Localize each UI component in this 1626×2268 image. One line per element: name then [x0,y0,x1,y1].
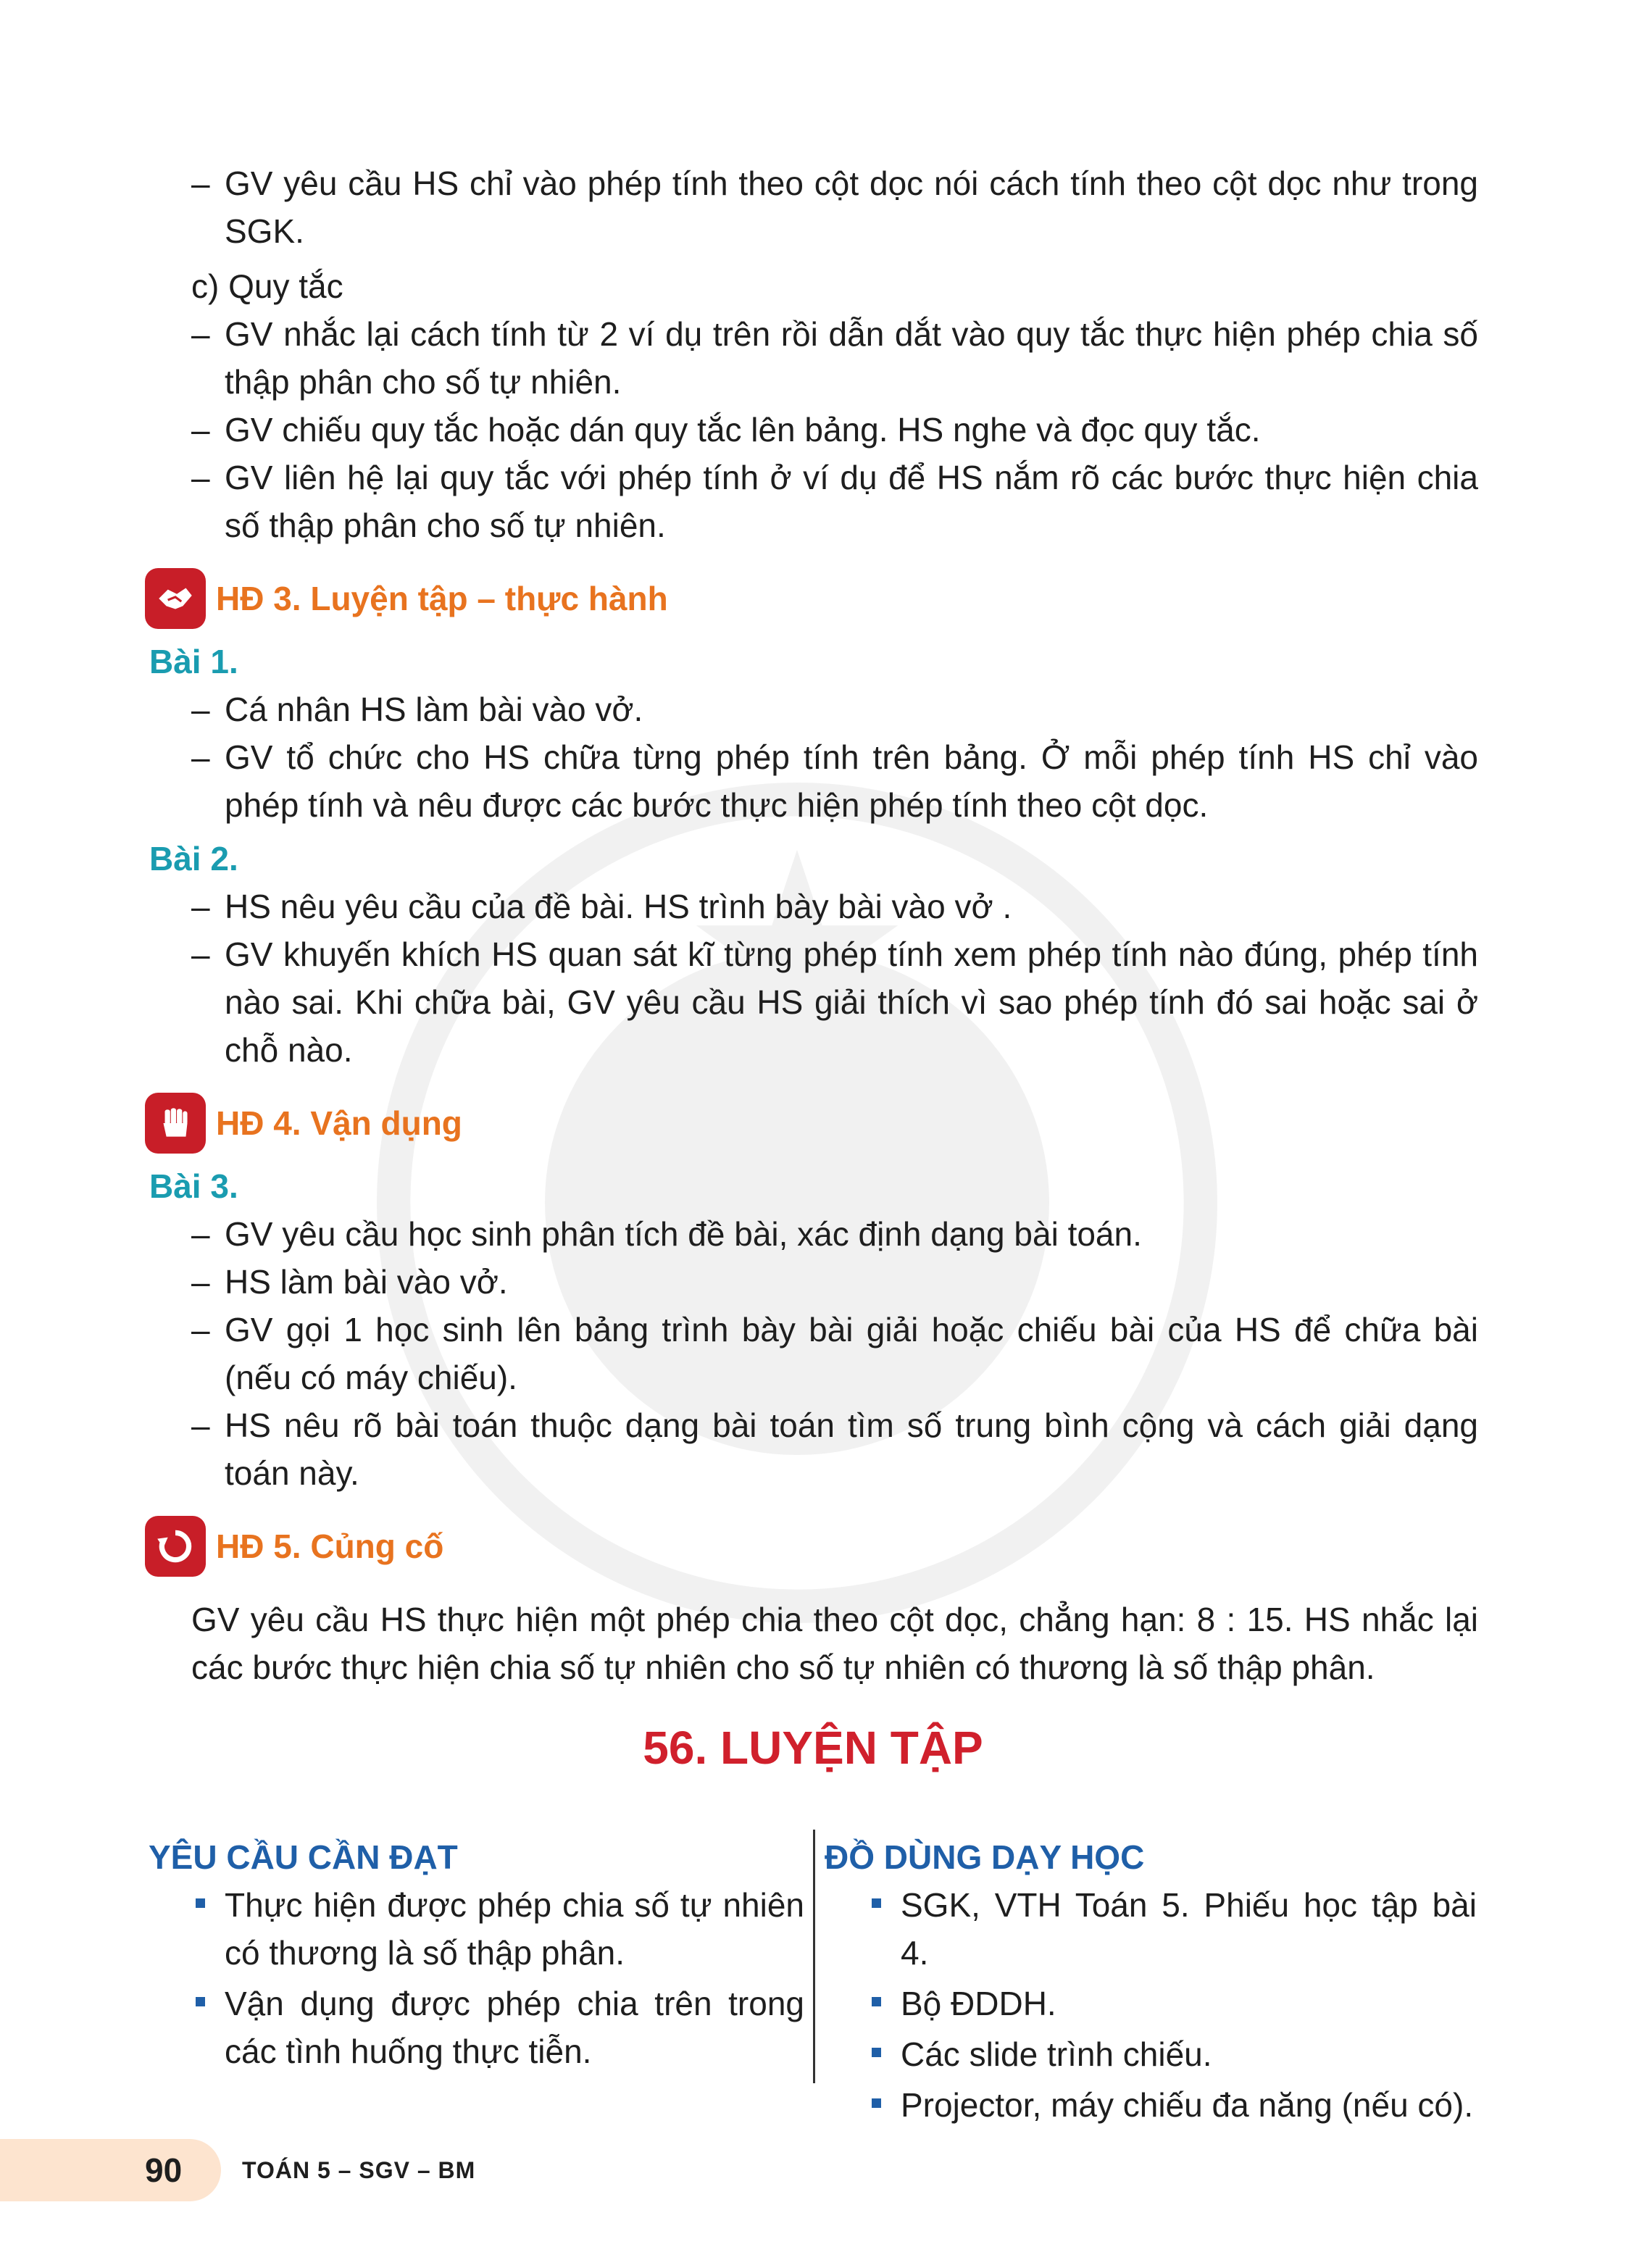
page-number: 90 [145,2151,183,2189]
materials-heading: ĐỒ DÙNG DẠY HỌC [825,1838,1145,1876]
list-item: Các slide trình chiếu. [825,2030,1477,2078]
list-item: SGK, VTH Toán 5. Phiếu học tập bài 4. [825,1881,1477,1977]
requirements-column [149,1833,804,2075]
list-item: Vận dụng được phép chia trên trong các tình huống thực tiễn. [149,1980,804,2075]
list-item: – GV yêu cầu học sinh phân tích đề bài, xác định dạng bài toán. [191,1215,1142,1253]
refresh-icon [145,1516,206,1577]
requirements-heading: YÊU CẦU CẦN ĐẠT [149,1838,458,1876]
activity-heading-hd5 [145,1513,1478,1580]
exercise-label: Bài 3. [149,1167,238,1205]
handshake-icon [145,568,206,629]
list-item: – GV liên hệ lại quy tắc với phép tính ở ví dụ để HS nắm rõ các bước thực hiện chia số thập phân cho số tự nhiên. [191,459,1478,544]
consolidation-text: GV yêu cầu HS thực hiện một phép chia theo cột dọc, chẳng hạn: 8 : 15. HS nhắc lại các bước thực hiện chia số tự nhiên cho số tự nhiên có thương là số thập phân. [191,1601,1478,1686]
footer-tab [0,2139,221,2201]
footer-book-title: TOÁN 5 – SGV – BM [242,2157,476,2183]
list-item: Thực hiện được phép chia số tự nhiên có thương là số thập phân. [149,1881,804,1977]
activity-heading-hd4 [145,1090,1478,1156]
list-item: – HS nêu yêu cầu của đề bài. HS trình bày bài vào vở . [191,888,1012,925]
fist-icon [145,1093,206,1154]
list-item: Projector, máy chiếu đa năng (nếu có). [825,2081,1477,2129]
list-item: – GV yêu cầu HS chỉ vào phép tính theo cột dọc nói cách tính theo cột dọc như trong SGK. [191,164,1478,250]
lesson-title: 56. LUYỆN TẬP [643,1722,983,1774]
column-divider [813,1830,815,2083]
list-item: – GV nhắc lại cách tính từ 2 ví dụ trên rồi dẫn dắt vào quy tắc thực hiện phép chia số thập phân cho số tự nhiên. [191,315,1478,401]
main-content [145,159,1478,1691]
exercise-label: Bài 2. [149,840,238,877]
list-item: – GV tổ chức cho HS chữa từng phép tính trên bảng. Ở mỗi phép tính HS chỉ vào phép tính và nêu được các bước thực hiện phép tính theo cột dọc. [191,738,1478,824]
list-item: – GV khuyến khích HS quan sát kĩ từng phép tính xem phép tính nào đúng, phép tính nào sai. Khi chữa bài, GV yêu cầu HS giải thích vì sao phép tính đó sai hoặc sai ở chỗ nào. [191,935,1478,1069]
list-item: – GV gọi 1 học sinh lên bảng trình bày bài giải hoặc chiếu bài của HS để chữa bài (nếu có máy chiếu). [191,1311,1478,1396]
activity-title: HĐ 4. Vận dụng [216,1104,462,1142]
activity-title: HĐ 3. Luyện tập – thực hành [216,580,668,617]
activity-title: HĐ 5. Củng cố [216,1527,444,1565]
list-item: – HS nêu rõ bài toán thuộc dạng bài toán tìm số trung bình cộng và cách giải dạng toán này. [191,1406,1478,1492]
materials-column [825,1833,1477,2129]
list-item: – HS làm bài vào vở. [191,1263,508,1301]
activity-heading-hd3 [145,565,1478,632]
subheading-quy-tac: c) Quy tắc [191,267,343,305]
list-item: Bộ ĐDDH. [825,1980,1477,2027]
list-item: – GV chiếu quy tắc hoặc dán quy tắc lên bảng. HS nghe và đọc quy tắc. [191,411,1261,449]
list-item: – Cá nhân HS làm bài vào vở. [191,691,643,728]
exercise-label: Bài 1. [149,643,238,680]
